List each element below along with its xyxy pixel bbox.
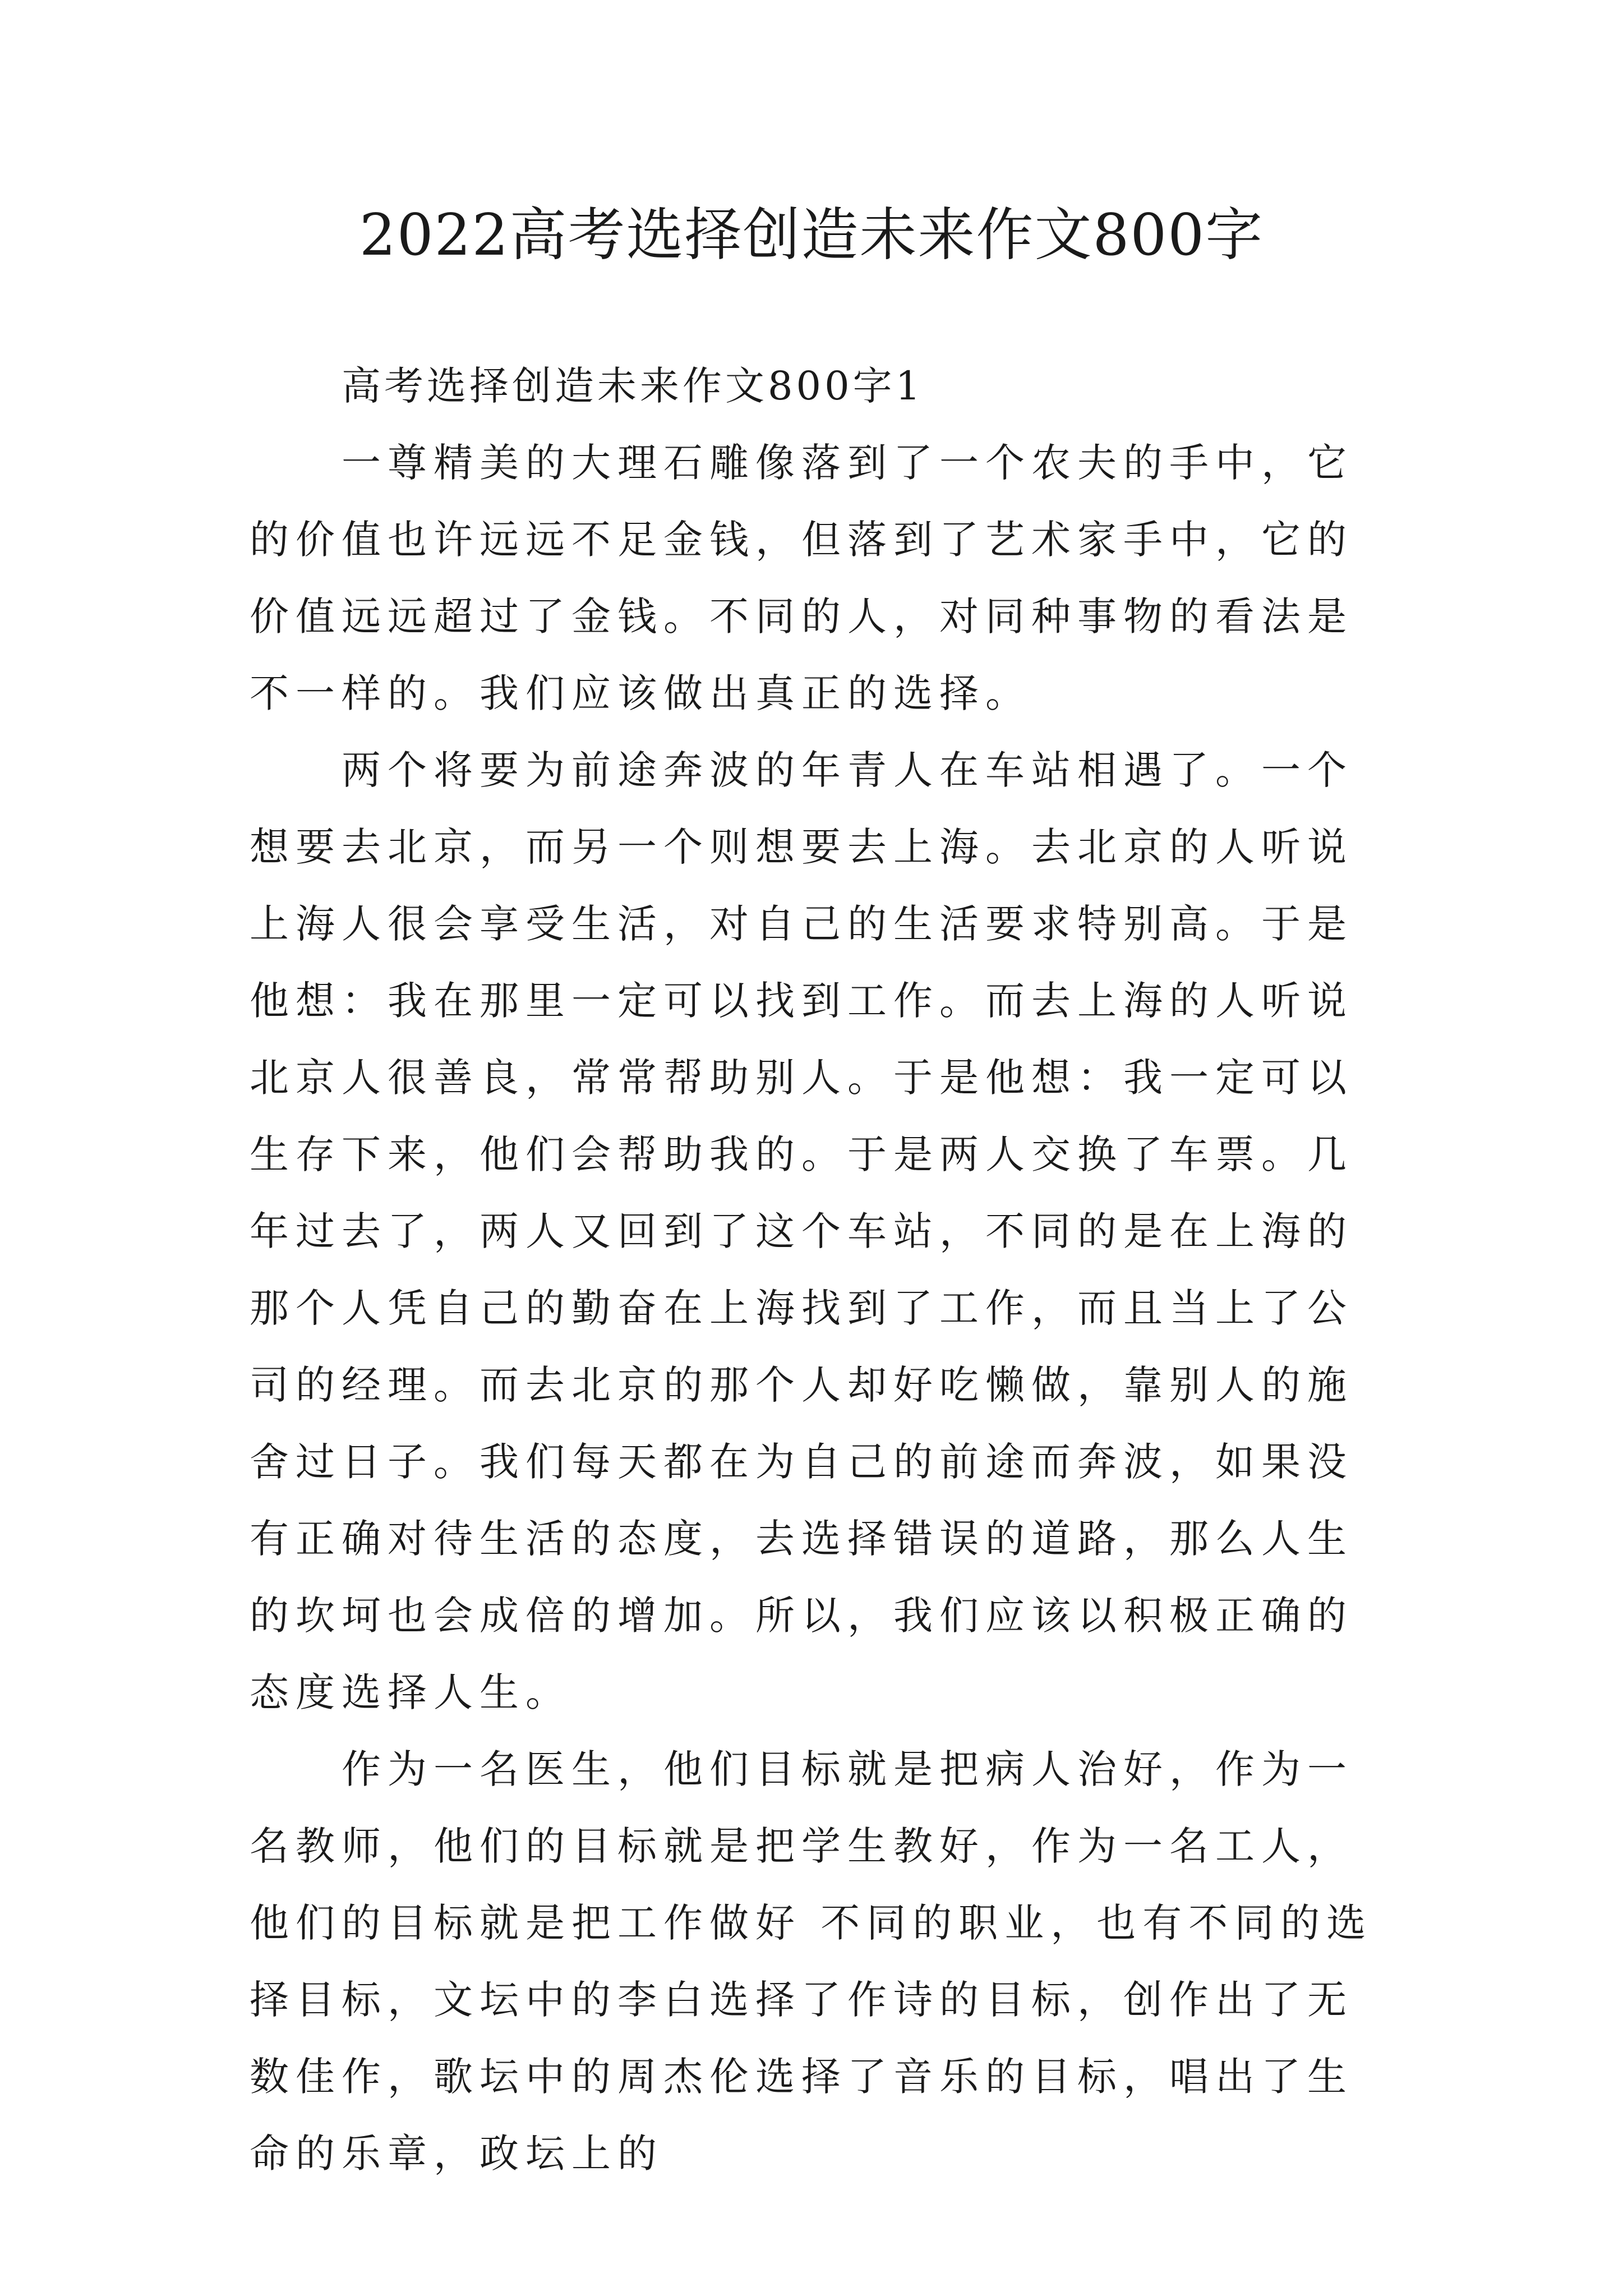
- paragraph-1: 一尊精美的大理石雕像落到了一个农夫的手中，它的价值也许远远不足金钱，但落到了艺术家手中，它的价值远远超过了金钱。不同的人，对同种事物的看法是不一样的。我们应该做出真正的选择。: [250, 440, 1353, 716]
- essay-subheading: 高考选择创造未来作文800字1: [342, 363, 924, 409]
- document-body: [250, 348, 1388, 2192]
- paragraph-3: 作为一名医生，他们目标就是把病人治好，作为一名教师，他们的目标就是把学生教好，作为一名工人，他们的目标就是把工作做好 不同的职业，也有不同的选择目标，文坛中的李白选择了作诗的目标，创作出了无数佳作，歌坛中的周杰伦选择了音乐的目标，唱出了生命的乐章，政坛上的: [250, 1746, 1373, 2177]
- paragraph-2: 两个将要为前途奔波的年青人在车站相遇了。一个想要去北京，而另一个则想要去上海。去北京的人听说上海人很会享受生活，对自己的生活要求特别高。于是他想：我在那里一定可以找到工作。而去上海的人听说北京人很善良，常常帮助别人。于是他想：我一定可以生存下来，他们会帮助我的。于是两人交换了车票。几年过去了，两人又回到了这个车站，不同的是在上海的那个人凭自己的勤奋在上海找到了工作，而且当上了公司的经理。而去北京的那个人却好吃懒做，靠别人的施舍过日子。我们每天都在为自己的前途而奔波，如果没有正确对待生活的态度，去选择错误的道路，那么人生的坎坷也会成倍的增加。所以，我们应该以积极正确的态度选择人生。: [250, 747, 1353, 1715]
- document-title: 2022高考选择创造未来作文800字: [359, 202, 1264, 269]
